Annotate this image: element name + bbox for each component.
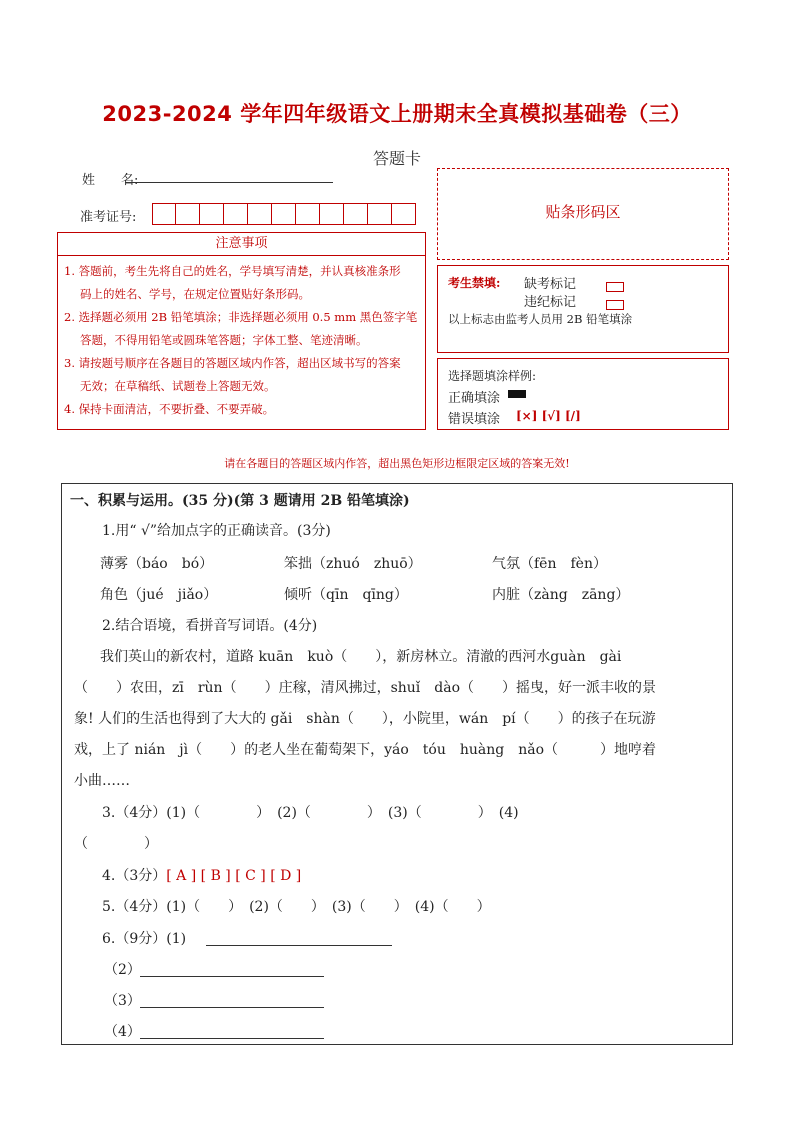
q6-part-label: （4） [104,1024,141,1040]
id-digit-box[interactable] [176,203,200,225]
notice-item: 1. 答题前，考生先将自己的姓名，学号填写清楚，并认真核准条形 [64,264,401,278]
id-digit-box[interactable] [272,203,296,225]
q1-item[interactable]: 内脏（zàng zāng） [492,587,630,603]
question-5[interactable]: 5.（4分）(1)（ ） (2)（ ） (3)（ ） (4)（ ） [102,899,491,915]
id-digit-box[interactable] [344,203,368,225]
q1-item[interactable]: 笨拙（zhuó zhuō） [284,556,422,572]
q4-choice-brackets[interactable]: [ A ] [ B ] [ C ] [ D ] [166,868,302,884]
notice-item: 码上的姓名、学号，在规定位置贴好条形码。 [80,287,310,301]
question-3-cont[interactable]: （ ） [74,836,158,852]
q4-text[interactable]: 4.（3分）[ A ] [ B ] [ C ] [ D ] [102,868,302,884]
fill-sample-box [437,358,729,430]
absent-mark-label: 缺考标记 [524,277,577,292]
forbid-label: 考生禁填: [448,276,501,290]
question-6: 6.（9分）(1) [102,931,187,947]
sample-heading: 选择题填涂样例: [448,369,537,383]
q2-text-line[interactable]: 我们英山的新农村，道路 kuān kuò（ ），新房林立。清澈的西河水guàn gài [100,649,622,665]
q6-answer-line[interactable] [206,944,392,946]
id-digit-box[interactable] [200,203,224,225]
id-digit-box[interactable] [224,203,248,225]
notice-heading: 注意事项 [58,233,425,256]
q1-item[interactable]: 薄雾（báo bó） [100,556,214,572]
notice-item: 无效；在草稿纸、试题卷上答题无效。 [80,379,276,393]
barcode-area: 贴条形码区 [437,168,729,260]
q2-text-line[interactable]: 戏，上了 nián jì（ ）的老人坐在葡萄架下，yáo tóu huàng nǎo（ ）地哼着 [74,742,657,758]
wrong-fill-marks: [×] [√] [/] [516,409,581,423]
name-label: 姓 名: [82,173,139,188]
id-digit-box[interactable] [392,203,416,225]
question-2: 2.结合语境，看拼音写词语。(4分) [102,618,318,634]
q6-answer-line[interactable] [140,1037,324,1039]
notice-box [57,232,426,430]
q6-part-label: （2） [104,962,141,978]
id-digit-box[interactable] [152,203,176,225]
correct-fill-mark [508,390,526,398]
name-field[interactable] [125,181,333,183]
violation-mark-label: 违纪标记 [524,295,577,310]
question-3[interactable]: 3.（4分）(1)（ ） (2)（ ） (3)（ ） (4) [102,805,519,821]
section-heading: 一、积累与运用。(35 分)(第 3 题请用 2B 铅笔填涂) [70,493,410,509]
absent-mark-box[interactable] [606,276,624,295]
notice-item: 4. 保持卡面清洁，不要折叠、不要弄破。 [64,402,275,416]
forbid-note: 以上标志由监考人员用 2B 铅笔填涂 [448,312,633,326]
question-4[interactable] [102,865,301,885]
q1-item[interactable]: 气氛（fēn fèn） [492,556,607,572]
wrong-fill-label: 错误填涂 [448,412,501,427]
id-digit-box[interactable] [248,203,272,225]
notice-item: 3. 请按题号顺序在各题目的答题区域内作答，超出区域书写的答案 [64,356,401,370]
notice-item: 答题，不得用铅笔或圆珠笔答题；字体工整、笔迹清晰。 [80,333,368,347]
page-title: 2023-2024 学年四年级语文上册期末全真模拟基础卷（三） [102,102,692,126]
q2-text-line[interactable]: 象! 人们的生活也得到了大大的 gǎi shàn（ ），小院里，wán pí（ ）的孩子在玩游 [74,711,656,727]
notice-item: 2. 选择题必须用 2B 铅笔填涂；非选择题必须用 0.5 mm 黑色签字笔 [64,310,418,324]
q6-answer-line[interactable] [140,975,324,977]
q1-item[interactable]: 角色（jué jiǎo） [100,587,218,603]
answer-area-warning: 请在各题目的答题区域内作答，超出黑色矩形边框限定区域的答案无效! [224,457,570,470]
question-1: 1.用“ √”给加点字的正确读音。(3分) [102,523,331,539]
id-digit-box[interactable] [320,203,344,225]
page-subtitle: 答题卡 [372,149,421,168]
q6-answer-line[interactable] [140,1006,324,1008]
id-digit-box[interactable] [296,203,320,225]
q2-text-line: 小曲…… [74,773,130,789]
examiner-only-box [437,265,729,353]
q6-part-label: （3） [104,993,141,1009]
correct-fill-label: 正确填涂 [448,391,501,406]
exam-id-label: 准考证号: [80,210,137,225]
id-digit-box[interactable] [368,203,392,225]
q2-text-line[interactable]: （ ）农田，zī rùn（ ）庄稼，清风拂过，shuǐ dào（ ）摇曳，好一派丰收的景 [74,680,657,696]
answer-section-1 [61,483,733,1045]
q1-item[interactable]: 倾听（qīn qīng） [284,587,408,603]
exam-id-boxes[interactable] [152,203,416,225]
